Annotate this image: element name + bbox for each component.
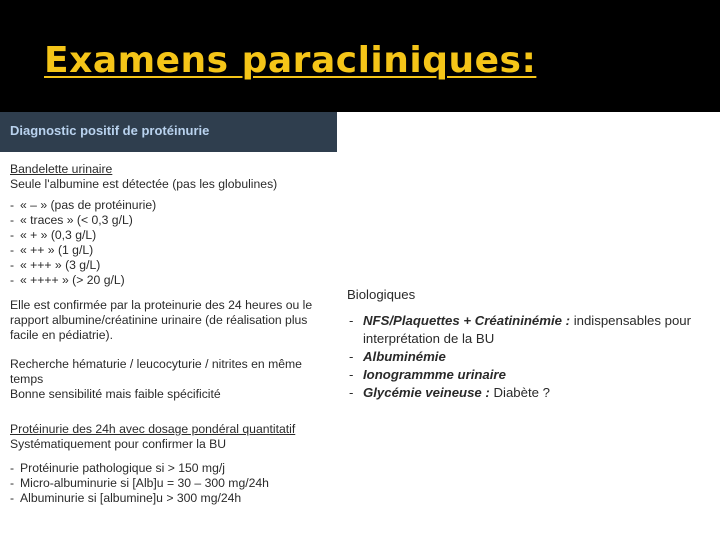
right-column xyxy=(347,286,707,402)
proteinuria-24h-heading: Protéinurie des 24h avec dosage pondéral quantitatif xyxy=(10,422,296,436)
search-text: Recherche hématurie / leucocyturie / nitrites en même temps xyxy=(10,357,302,386)
slide-title: Examens paracliniques: xyxy=(44,40,537,81)
list-item: - « ++++ » (> 20 g/L) xyxy=(10,273,332,288)
list-item: - « +++ » (3 g/L) xyxy=(10,258,332,273)
bandelette-list xyxy=(10,198,332,288)
list-item xyxy=(347,384,707,402)
item-text: Diabète ? xyxy=(489,385,550,400)
sensitivity-text: Bonne sensibilité mais faible spécificité xyxy=(10,387,221,401)
bandelette-subtitle: Seule l'albumine est détectée (pas les globulines) xyxy=(10,177,278,191)
left-column xyxy=(10,162,332,506)
left-header-label: Diagnostic positif de protéinurie xyxy=(10,123,210,138)
list-item xyxy=(347,366,707,384)
list-item: - « ++ » (1 g/L) xyxy=(10,243,332,258)
item-text: indispensables pour interprétation de la BU xyxy=(363,313,691,346)
list-item: - Albuminurie si [albumine]u > 300 mg/24h xyxy=(10,491,332,506)
list-item xyxy=(347,312,707,348)
biologiques-heading: Biologiques xyxy=(347,287,416,302)
list-item: - Micro-albuminurie si [Alb]u = 30 – 300 mg/24h xyxy=(10,476,332,491)
bandelette-heading: Bandelette urinaire xyxy=(10,162,113,176)
list-item: - Protéinurie pathologique si > 150 mg/j xyxy=(10,461,332,476)
item-term: Glycémie veineuse : xyxy=(363,385,490,400)
proteinuria-24h-subtitle: Systématiquement pour confirmer la BU xyxy=(10,437,227,451)
confirmation-text: Elle est confirmée par la proteinurie des 24 heures ou le rapport albumine/créatinine urinaire (de réalisation plus facile en pédiatrie). xyxy=(10,298,313,342)
list-item: - « + » (0,3 g/L) xyxy=(10,228,332,243)
left-header xyxy=(0,112,337,152)
list-item xyxy=(347,348,707,366)
list-item: - « traces » (< 0,3 g/L) xyxy=(10,213,332,228)
list-item: - « – » (pas de protéinurie) xyxy=(10,198,332,213)
biologiques-list xyxy=(347,312,707,402)
item-term: Albuminémie xyxy=(363,349,446,364)
item-term: NFS/Plaquettes + Créatininémie : xyxy=(363,313,571,328)
proteinuria-24h-list xyxy=(10,461,332,506)
item-term: Ionogrammme urinaire xyxy=(363,367,506,382)
